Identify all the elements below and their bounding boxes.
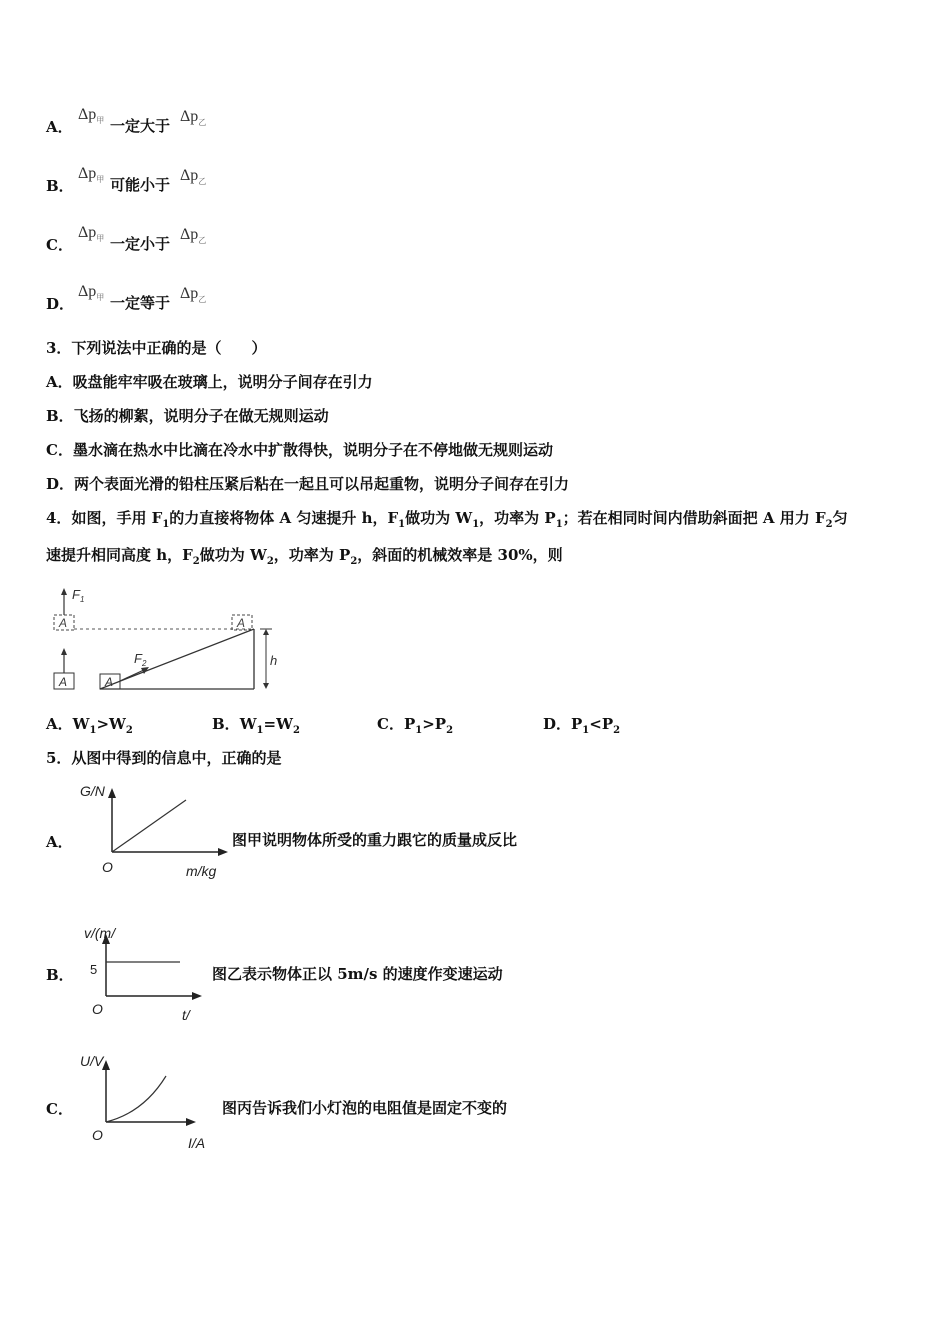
relation-text: 可能小于 [110,176,171,194]
graph-u-vs-i [70,1050,230,1160]
q5-option-a-text: 图甲说明物体所受的重力跟它的质量成反比 [232,831,518,849]
lift-arrow-head [61,648,67,655]
q4-option-c: C．$P_1>P_2$ [377,715,454,736]
label-a: A [59,675,68,689]
h-label: h [270,653,278,668]
y-axis-arrow [108,788,116,798]
graph-v-vs-t [70,918,220,1028]
f1-arrow-head [61,588,67,595]
option-letter: C． [46,236,73,254]
f1-label: $F_1$ [72,587,85,604]
option-letter: D． [46,295,75,313]
y-axis-label: G/N [80,783,105,799]
q4-option-b: B．$W_1=W_2$ [212,715,300,736]
x-axis-arrow [218,848,228,856]
q5-option-c-text: 图丙告诉我们小灯泡的电阻值是固定不变的 [222,1099,508,1117]
delta-p-right: $\Delta p_乙$ [180,167,207,187]
x-axis-arrow [192,992,202,1000]
q5-option-c-letter: C． [46,1100,73,1118]
y-axis-label: v/(m/ [84,925,116,941]
q3-stem: 3．下列说法中正确的是（ ） [46,339,267,357]
q4-line-2: 速提升相同高度 h，$F_2$做功为 $W_2$，功率为 $P_2$，斜面的机械效率是 30%，则 [46,546,563,567]
q3-option-b: B．飞扬的柳絮，说明分子在做无规则运动 [46,407,329,425]
h-arrow-top [263,629,269,635]
q4-option-d: D．$P_1<P_2$ [543,715,621,736]
label-a: A [105,675,114,689]
q5-option-b-text: 图乙表示物体正以 5m/s 的速度作变速运动 [212,965,503,983]
q3-option-d: D．两个表面光滑的铅柱压紧后粘在一起且可以吊起重物，说明分子间存在引力 [46,475,570,493]
nonlinear-curve [106,1076,166,1122]
delta-p-right: $\Delta p_乙$ [180,285,207,305]
q5-option-a-letter: A． [46,833,73,851]
x-axis-label: I/A [188,1135,206,1151]
q4-incline-figure [46,585,286,695]
q3-option-a: A．吸盘能牢牢吸在玻璃上，说明分子间存在引力 [46,373,373,391]
q4-line-1: 4．如图，手用 $F_1$的力直接将物体 A 匀速提升 h，$F_1$做功为 $W_1$，功率为 $P_1$；若在相同时间内借助斜面把 A 用力 $F_2$匀 [46,509,848,530]
delta-p-left: $\Delta p_甲$ [78,106,105,126]
h-arrow-bottom [263,683,269,689]
label-a: A [237,616,246,630]
delta-p-right: $\Delta p_乙$ [180,226,207,246]
y-axis-label: U/V [80,1053,104,1069]
x-axis-label: t/ [182,1007,190,1023]
tick-label-5: 5 [90,962,98,977]
delta-p-left: $\Delta p_甲$ [78,165,105,185]
option-letter: B． [46,177,74,195]
q3-option-c: C．墨水滴在热水中比滴在冷水中扩散得快，说明分子在不停地做无规则运动 [46,441,553,459]
option-letter: A． [46,118,73,136]
origin-label: O [92,1127,103,1143]
x-axis-label: m/kg [186,863,217,879]
delta-p-left: $\Delta p_甲$ [78,283,105,303]
proportional-line [112,800,186,852]
delta-p-right: $\Delta p_乙$ [180,108,207,128]
label-a: A [59,616,68,630]
delta-p-left: $\Delta p_甲$ [78,224,105,244]
f2-arrow [120,669,146,681]
f2-label: $F_2$ [134,651,147,668]
x-axis-arrow [186,1118,196,1126]
q5-stem: 5．从图中得到的信息中，正确的是 [46,749,282,767]
origin-label: O [92,1001,103,1017]
q5-option-b-letter: B． [46,966,74,984]
origin-label: O [102,859,113,875]
graph-g-vs-m [70,776,240,886]
q4-option-a: A．$W_1>W_2$ [46,715,133,736]
relation-text: 一定等于 [110,294,171,312]
relation-text: 一定小于 [110,235,171,253]
relation-text: 一定大于 [110,117,171,135]
